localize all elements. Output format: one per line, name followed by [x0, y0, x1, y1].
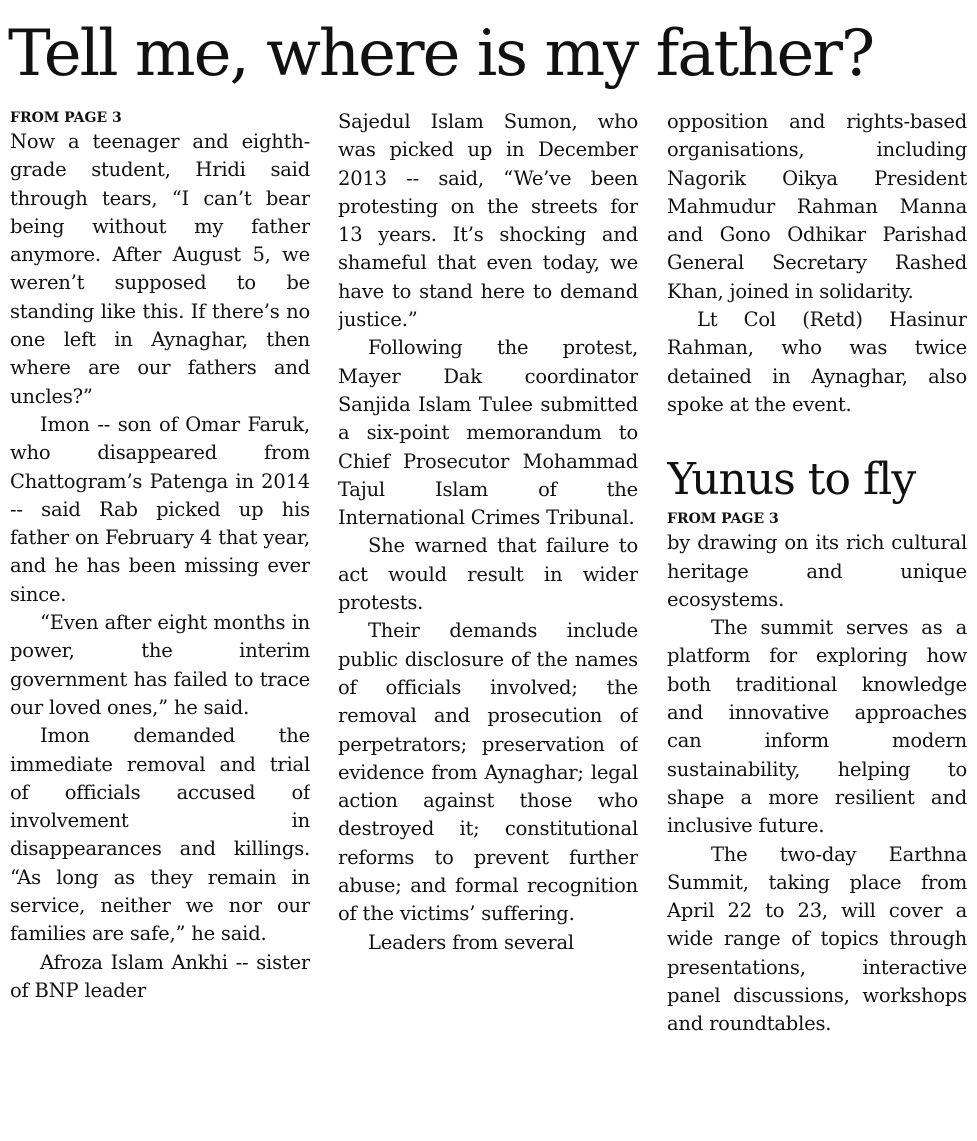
article-column-3: [667, 108, 967, 1138]
paragraph: Their demands include public disclosure of the names of officials involved; the removal and prosecution of perpetrators; preservation of evidence from Aynaghar; legal action against those who destroyed it; constitutional reforms to prevent further abuse; and formal recognition of the victims’ suffering.: [338, 619, 638, 926]
main-headline: Tell me, where is my father?: [8, 17, 874, 91]
main-kicker: FROM PAGE 3: [10, 110, 122, 126]
paragraph: Afroza Islam Ankhi -- sister of BNP leader: [10, 950, 310, 1002]
paragraph: Leaders from several: [368, 930, 574, 954]
paragraph: The two-day Earthna Summit, taking place from April 22 to 23, will cover a wide range of topics through presentations, interactive panel discussions, workshops and roundtables.: [667, 842, 967, 1036]
paragraph: The summit serves as a platform for exploring how both traditional knowledge and innovative approaches can inform modern sustainability, helping to shape a more resilient and inclusive future.: [667, 616, 967, 838]
paragraph: She warned that failure to act would result in wider protests.: [338, 534, 638, 615]
paragraph: Following the protest, Mayer Dak coordinator Sanjida Islam Tulee submitted a six-point memorandum to Chief Prosecutor Mohammad Tajul Islam of the International Crimes Tribunal.: [338, 336, 638, 530]
paragraph: “Even after eight months in power, the interim government has failed to trace our loved ones,” he said.: [10, 611, 310, 719]
paragraph: Imon demanded the immediate removal and trial of officials accused of involvement in disappearances and killings. “As long as they remain in service, neither we nor our families are safe,” he said.: [10, 724, 310, 946]
paragraph: Now a teenager and eighth-grade student, Hridi said through tears, “I can’t bear being without my father anymore. After August 5, we weren’t supposed to be standing like this. If there’s no one left in Aynaghar, then where are our fathers and uncles?”: [10, 130, 310, 408]
secondary-kicker: FROM PAGE 3: [667, 511, 779, 528]
article-column-2: [338, 108, 638, 1138]
secondary-headline: Yunus to fly: [667, 454, 916, 506]
paragraph: by drawing on its rich cultural heritage and unique ecosystems.: [667, 531, 967, 611]
article-column-1: [10, 108, 310, 1138]
paragraph: Lt Col (Retd) Hasinur Rahman, who was twice detained in Aynaghar, also spoke at the event.: [667, 308, 967, 416]
paragraph: opposition and rights-based organisations, including Nagorik Oikya President Mahmudur Rahman Manna and Gono Odhikar Parishad General Secretary Rashed Khan, joined in solidarity.: [667, 110, 967, 303]
paragraph: Sajedul Islam Sumon, who was picked up in December 2013 -- said, “We’ve been protesting on the streets for 13 years. It’s shocking and shameful that even today, we have to stand here to demand justice.”: [338, 110, 638, 332]
paragraph: Imon -- son of Omar Faruk, who disappeared from Chattogram’s Patenga in 2014 -- said Rab picked up his father on February 4 that year, and he has been missing ever since.: [10, 412, 310, 606]
